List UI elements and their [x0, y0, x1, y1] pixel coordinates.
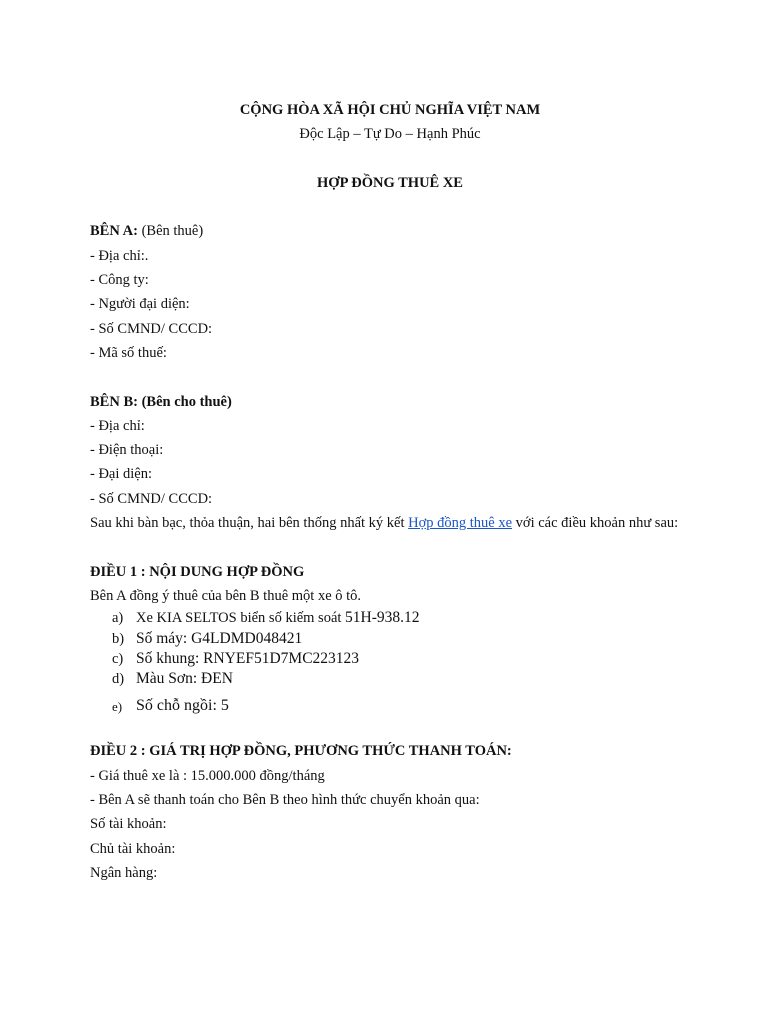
party-a-id-number: - Số CMND/ CCCD: — [90, 320, 213, 337]
motto: Độc Lập – Tự Do – Hạnh Phúc — [299, 126, 481, 143]
party-b-address: - Địa chỉ: — [90, 417, 145, 434]
party-a-address: - Địa chỉ:. — [90, 247, 149, 264]
party-a-heading: BÊN A: (Bên thuê) — [90, 223, 204, 240]
party-a-representative: - Người đại diện: — [90, 296, 190, 313]
account-holder: Chủ tài khoản: — [90, 840, 176, 857]
intro-paragraph: Sau khi bàn bạc, thỏa thuận, hai bên thống nhất ký kết Hợp đồng thuê xe với các điều khoản như sau: — [90, 515, 679, 532]
party-b-phone: - Điện thoại: — [90, 442, 164, 459]
payment-method: - Bên A sẽ thanh toán cho Bên B theo hình thức chuyển khoản qua: — [90, 792, 480, 809]
list-item: d) Màu Sơn: ĐEN — [112, 670, 233, 688]
list-item: a) Xe KIA SELTOS biển số kiếm soát 51H-938.12 — [112, 609, 420, 627]
nation-heading: CỘNG HÒA XÃ HỘI CHỦ NGHĨA VIỆT NAM — [239, 102, 541, 118]
list-item: b) Số máy: G4LDMD048421 — [112, 629, 303, 647]
party-a-company: - Công ty: — [90, 272, 149, 289]
bank-name: Ngân hàng: — [90, 864, 158, 881]
article-1-heading: ĐIỀU 1 : NỘI DUNG HỢP ĐỒNG — [90, 563, 305, 580]
article-2-heading: ĐIỀU 2 : GIÁ TRỊ HỢP ĐỒNG, PHƯƠNG THỨC THANH TOÁN: — [90, 743, 512, 760]
list-item: e) Số chỗ ngồi: 5 — [112, 697, 229, 715]
account-number: Số tài khoản: — [90, 816, 167, 833]
contract-link[interactable]: Hợp đồng thuê xe — [408, 515, 513, 532]
rental-price: - Giá thuê xe là : 15.000.000 đồng/tháng — [90, 767, 325, 784]
list-item: c) Số khung: RNYEF51D7MC223123 — [112, 649, 360, 667]
party-a-tax-code: - Mã số thuế: — [90, 344, 167, 361]
vehicle-details-list — [90, 608, 690, 717]
party-b-heading: BÊN B: (Bên cho thuê) — [90, 393, 232, 410]
party-b-id-number: - Số CMND/ CCCD: — [90, 490, 213, 507]
article-1-text: Bên A đồng ý thuê của bên B thuê một xe ô tô. — [90, 587, 362, 604]
document-title: HỢP ĐỒNG THUÊ XE — [317, 174, 463, 191]
party-b-representative: - Đại diện: — [90, 466, 153, 483]
contract-page — [90, 98, 690, 885]
